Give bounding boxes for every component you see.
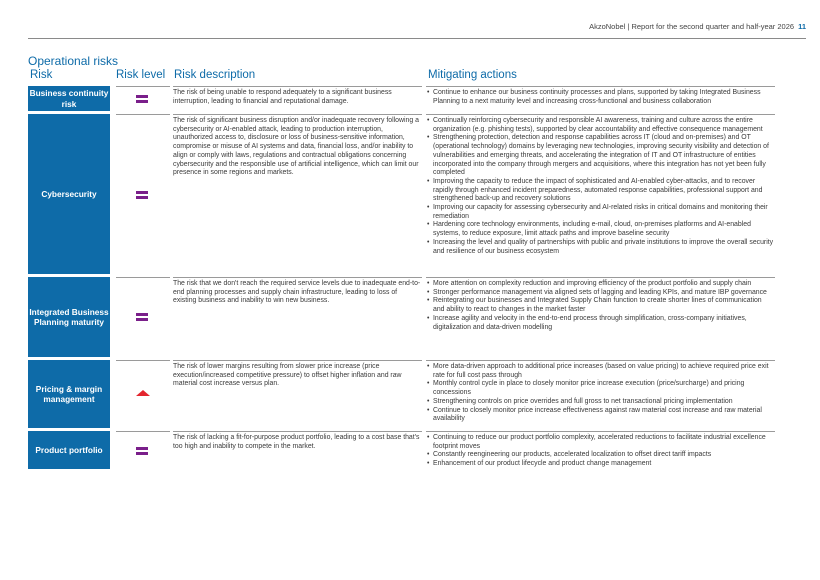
header-rule	[28, 38, 806, 39]
risk-level-cell	[116, 431, 170, 470]
risk-description: The risk that we don't reach the required service levels due to inadequate end-to-end planning processes and supply chain infrastructure, leading to loss of existing business and inability to win new business.	[173, 277, 422, 357]
mitigating-actions	[426, 431, 775, 469]
action-item: • Strengthening protection, detection and response capabilities across IT (cloud and on-premises) and OT (operational technology) domains by leveraging new technologies, improving security visibility and detection of vulnerabilities and emerging threats, and accelerating the integration of IT and OT infrastructure of entities incorporated into the company through mergers and acquisitions, where this integration has not yet been fully completed	[426, 134, 775, 178]
mitigating-actions	[426, 86, 775, 111]
action-item: • Reintegrating our businesses and Integrated Supply Chain function to create shorter lines of communication and ability to react to changes in the market faster	[426, 297, 775, 314]
action-item: • Increase agility and velocity in the end-to-end process through simplification, cross-company initiatives, digitalization and data-driven modelling	[426, 315, 775, 332]
column-header-risk: Risk	[30, 69, 53, 81]
action-item: • Monthly control cycle in place to closely monitor price increase execution (price/surcharge) and pricing concessions	[426, 380, 775, 397]
column-header-risk-level: Risk level	[116, 69, 166, 81]
action-item: • Continually reinforcing cybersecurity and responsible AI awareness, training and culture across the entire organization (e.g. phishing tests), supported by clear accountability and effective consequence management	[426, 117, 775, 134]
action-item: • Continuing to reduce our product portfolio complexity, accelerated reductions to facilitate industrial excellence footprint moves	[426, 434, 775, 451]
risk-name: Integrated Business Planning maturity	[28, 277, 110, 357]
risk-description: The risk of lacking a fit-for-purpose product portfolio, leading to a cost base that's too high and inability to compete in the market.	[173, 431, 422, 469]
action-item: • Hardening core technology environments, including e-mail, cloud, on-premises platforms and AI-enabled systems, to reduce exposure, limit attack paths and improve baseline security	[426, 221, 775, 238]
risk-level-cell	[116, 86, 170, 112]
column-header-risk-description: Risk description	[174, 69, 256, 81]
risk-description: The risk of being unable to respond adequately to a significant business interruption, leading to financial and reputational damage.	[173, 86, 422, 111]
report-header	[589, 22, 806, 31]
unchanged-level-icon	[136, 191, 148, 201]
action-item: • More data-driven approach to additional price increases (based on value pricing) to achieve required price exit rate for full cost pass through	[426, 363, 775, 380]
action-item: • Constantly reengineering our products, accelerated localization to offset direct tariff impacts	[426, 451, 775, 460]
action-item: • More attention on complexity reduction and improving efficiency of the product portfolio and supply chain	[426, 280, 775, 289]
risk-name: Pricing & margin management	[28, 360, 110, 428]
increased-level-icon	[136, 390, 150, 396]
risk-level-cell	[116, 360, 170, 429]
mitigating-actions	[426, 360, 775, 428]
section-title: Operational risks	[28, 54, 119, 68]
page-number: 11	[798, 22, 806, 31]
unchanged-level-icon	[136, 95, 148, 105]
risk-description: The risk of lower margins resulting from slower price increase (price execution/increased competitive pressure) to offset higher inflation and raw material cost increase versus plan.	[173, 360, 422, 428]
risk-name: Business continuity risk	[28, 86, 110, 111]
action-item: • Strengthening controls on price overrides and full gross to net transactional pricing implementation	[426, 398, 775, 407]
risk-name: Cybersecurity	[28, 114, 110, 274]
action-item: • Enhancement of our product lifecycle and product change management	[426, 460, 775, 469]
unchanged-level-icon	[136, 447, 148, 457]
unchanged-level-icon	[136, 313, 148, 323]
risk-name: Product portfolio	[28, 431, 110, 469]
action-item: • Increasing the level and quality of partnerships with public and private institutions to improve the overall security and resilience of our business ecosystem	[426, 239, 775, 256]
action-item: • Continue to enhance our business continuity processes and plans, supported by taking Integrated Business Planning to a next maturity level and increasing cross-functional and business collaboration	[426, 89, 775, 106]
mitigating-actions	[426, 114, 775, 274]
mitigating-actions	[426, 277, 775, 357]
action-item: • Improving our capacity for assessing cybersecurity and AI-related risks in critical domains and monitoring their remediation	[426, 204, 775, 221]
action-item: • Continue to closely monitor price increase effectiveness against raw material cost increase and raw material availability	[426, 407, 775, 424]
risk-level-cell	[116, 277, 170, 358]
action-item: • Improving the capacity to reduce the impact of sophisticated and AI-enabled cyber-attacks, and to recover rapidly through enhanced incident preparedness, automated response capabilities, professional support and strengthened back-up and recovery solutions	[426, 178, 775, 204]
report-title: AkzoNobel | Report for the second quarter and half-year 2026	[589, 22, 795, 31]
risk-level-cell	[116, 114, 170, 275]
action-item: • Stronger performance management via aligned sets of lagging and leading KPIs, and mature IBP governance	[426, 289, 775, 298]
column-header-mitigating-actions: Mitigating actions	[428, 69, 517, 81]
risk-description: The risk of significant business disruption and/or inadequate recovery following a cybersecurity or AI-enabled attack, leading to production interruption, unauthorized access to, disclosure or loss of business-sensitive information, compromise or misuse of AI systems and data, financial loss, and/or inability to align or comply with laws, regulations and contractual obligations concerning cybersecurity and the responsible use of artificial intelligence, which can limit our presence in some regions and markets.	[173, 114, 422, 274]
